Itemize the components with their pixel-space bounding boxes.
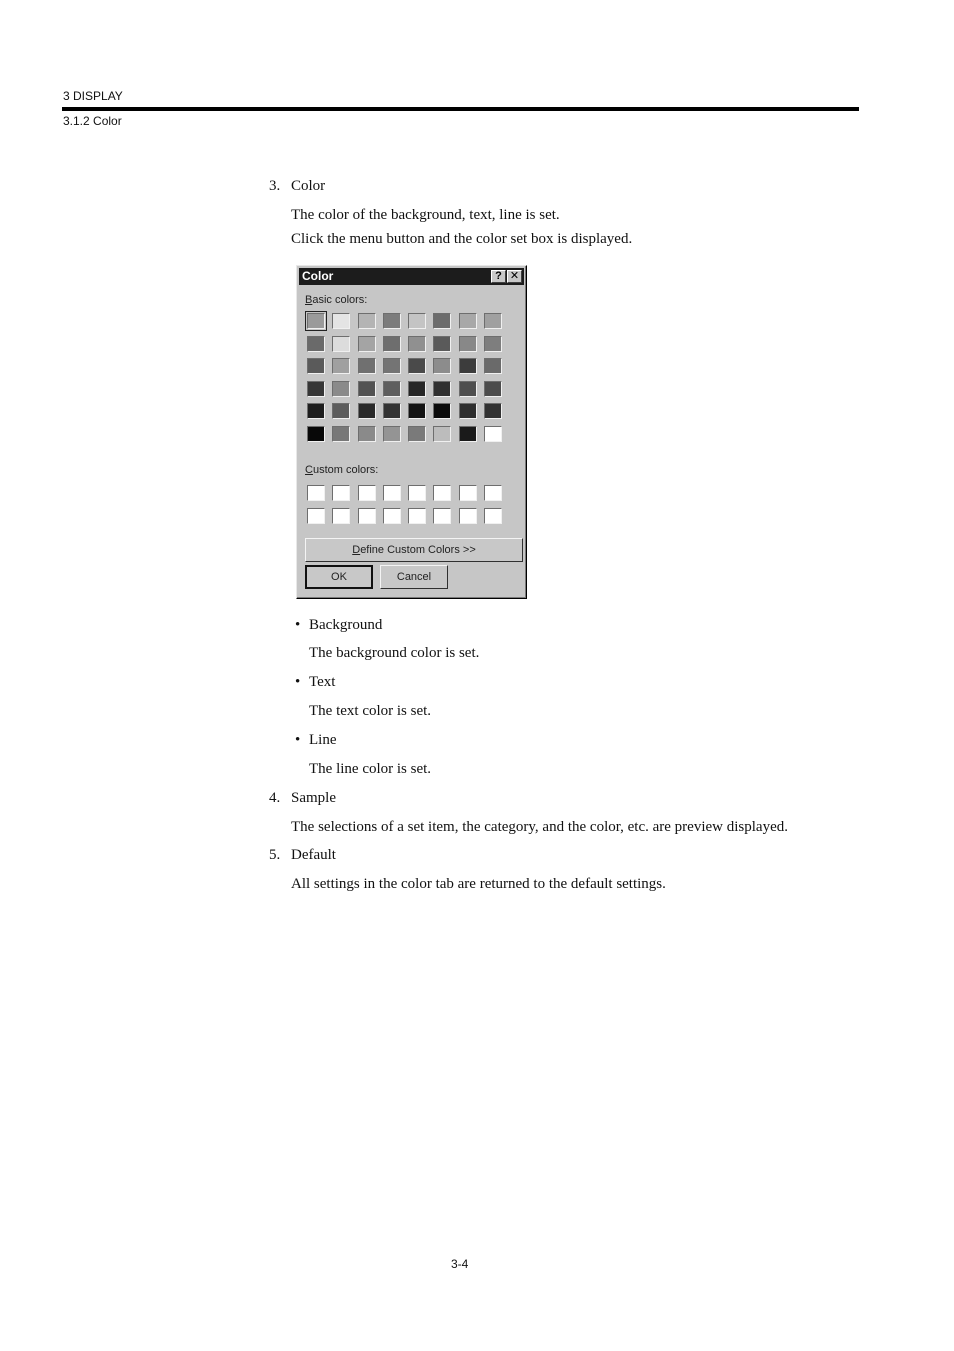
custom-color-swatch[interactable] [433, 485, 451, 501]
custom-color-swatch[interactable] [484, 508, 502, 524]
custom-color-swatch[interactable] [307, 485, 325, 501]
custom-color-swatch[interactable] [433, 508, 451, 524]
bullet-title-background: Background [309, 617, 383, 633]
basic-color-swatch[interactable] [358, 381, 376, 397]
item-number-3: 3. [269, 178, 281, 194]
custom-color-swatch[interactable] [408, 485, 426, 501]
basic-color-swatch[interactable] [358, 336, 376, 352]
basic-color-swatch[interactable] [459, 313, 477, 329]
basic-color-swatch[interactable] [408, 358, 426, 374]
custom-color-swatch[interactable] [484, 485, 502, 501]
bullet-title-line: Line [309, 732, 337, 748]
bullet-title-text: Text [309, 674, 336, 690]
basic-color-swatch[interactable] [332, 336, 350, 352]
basic-color-swatch[interactable] [459, 403, 477, 419]
basic-color-swatch[interactable] [332, 358, 350, 374]
basic-colors-grid [307, 313, 502, 442]
bullet-desc-background: The background color is set. [309, 645, 480, 661]
item-desc-default: All settings in the color tab are returned to the default settings. [291, 876, 666, 892]
cancel-button[interactable]: Cancel [380, 565, 448, 589]
basic-color-swatch[interactable] [383, 403, 401, 419]
basic-color-swatch[interactable] [307, 336, 325, 352]
color-dialog [296, 265, 527, 599]
custom-color-swatch[interactable] [307, 508, 325, 524]
basic-colors-label: Basic colors: [305, 294, 368, 306]
basic-color-swatch[interactable] [307, 313, 325, 329]
chapter-header: 3 DISPLAY [63, 89, 123, 103]
basic-color-swatch[interactable] [307, 381, 325, 397]
close-icon[interactable]: ✕ [507, 270, 522, 283]
custom-color-swatch[interactable] [332, 485, 350, 501]
basic-color-swatch[interactable] [484, 336, 502, 352]
item-desc-line: Click the menu button and the color set box is displayed. [291, 231, 633, 247]
custom-color-swatch[interactable] [459, 508, 477, 524]
basic-color-swatch[interactable] [358, 426, 376, 442]
basic-color-swatch[interactable] [433, 381, 451, 397]
custom-color-swatch[interactable] [459, 485, 477, 501]
basic-color-swatch[interactable] [358, 358, 376, 374]
bullet-mark: • [295, 732, 301, 748]
basic-color-swatch[interactable] [484, 426, 502, 442]
basic-color-swatch[interactable] [484, 381, 502, 397]
basic-color-swatch[interactable] [459, 381, 477, 397]
custom-color-swatch[interactable] [358, 508, 376, 524]
basic-color-swatch[interactable] [332, 426, 350, 442]
custom-color-swatch[interactable] [408, 508, 426, 524]
basic-color-swatch[interactable] [307, 403, 325, 419]
basic-color-swatch[interactable] [358, 403, 376, 419]
basic-color-swatch[interactable] [332, 381, 350, 397]
basic-color-swatch[interactable] [408, 313, 426, 329]
basic-color-swatch[interactable] [383, 336, 401, 352]
item-number-4: 4. [269, 790, 281, 806]
basic-color-swatch[interactable] [332, 313, 350, 329]
item-title-sample: Sample [291, 790, 336, 806]
basic-color-swatch[interactable] [383, 381, 401, 397]
basic-color-swatch[interactable] [484, 358, 502, 374]
basic-color-swatch[interactable] [433, 403, 451, 419]
basic-color-swatch[interactable] [484, 403, 502, 419]
help-icon[interactable]: ? [491, 270, 506, 283]
basic-color-swatch[interactable] [459, 426, 477, 442]
custom-color-swatch[interactable] [332, 508, 350, 524]
header-rule [62, 107, 859, 111]
basic-color-swatch[interactable] [408, 403, 426, 419]
basic-color-swatch[interactable] [408, 426, 426, 442]
ok-button[interactable]: OK [305, 565, 373, 589]
item-desc-line: The color of the background, text, line is set. [291, 207, 560, 223]
bullet-desc-line: The line color is set. [309, 761, 432, 777]
basic-color-swatch[interactable] [307, 358, 325, 374]
bullet-desc-text: The text color is set. [309, 703, 432, 719]
section-header: 3.1.2 Color [63, 114, 122, 128]
basic-color-swatch[interactable] [459, 358, 477, 374]
basic-color-swatch[interactable] [433, 336, 451, 352]
custom-color-swatch[interactable] [383, 508, 401, 524]
page-number: 3-4 [451, 1257, 469, 1271]
define-custom-colors-button[interactable]: Define Custom Colors >> [305, 538, 523, 562]
basic-color-swatch[interactable] [433, 313, 451, 329]
item-number-5: 5. [269, 847, 281, 863]
custom-color-swatch[interactable] [358, 485, 376, 501]
dialog-title-bar[interactable] [299, 268, 524, 285]
custom-colors-label: Custom colors: [305, 464, 379, 476]
basic-color-swatch[interactable] [358, 313, 376, 329]
item-desc-sample: The selections of a set item, the category, and the color, etc. are preview displayed. [291, 819, 788, 835]
basic-color-swatch[interactable] [408, 381, 426, 397]
custom-color-swatch[interactable] [383, 485, 401, 501]
item-title-color: Color [291, 178, 326, 194]
basic-color-swatch[interactable] [307, 426, 325, 442]
basic-color-swatch[interactable] [383, 426, 401, 442]
bullet-mark: • [295, 674, 301, 690]
basic-color-swatch[interactable] [332, 403, 350, 419]
basic-color-swatch[interactable] [383, 358, 401, 374]
bullet-mark: • [295, 617, 301, 633]
basic-color-swatch[interactable] [383, 313, 401, 329]
basic-color-swatch[interactable] [484, 313, 502, 329]
basic-color-swatch[interactable] [433, 358, 451, 374]
dialog-title: Color [302, 269, 334, 283]
custom-colors-grid [307, 485, 502, 524]
item-title-default: Default [291, 847, 336, 863]
basic-color-swatch[interactable] [408, 336, 426, 352]
basic-color-swatch[interactable] [459, 336, 477, 352]
basic-color-swatch[interactable] [433, 426, 451, 442]
